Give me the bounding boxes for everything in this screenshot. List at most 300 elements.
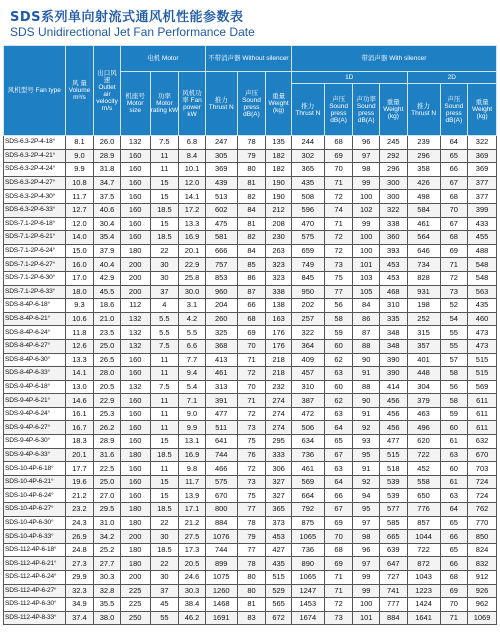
- value-cell: 620: [407, 435, 440, 449]
- value-cell: 17.7: [65, 462, 94, 476]
- value-cell: 12.0: [65, 217, 94, 231]
- value-cell: 38.0: [94, 611, 121, 625]
- value-cell: 348: [379, 339, 407, 353]
- value-cell: 369: [468, 149, 497, 163]
- value-cell: 358: [407, 163, 440, 177]
- value-cell: 27.3: [65, 557, 94, 571]
- value-cell: 14.1: [179, 190, 206, 204]
- value-cell: 7.5: [150, 136, 179, 150]
- value-cell: 373: [266, 516, 292, 530]
- value-cell: 180: [120, 503, 150, 517]
- value-cell: 6.6: [179, 339, 206, 353]
- value-cell: 18.5: [150, 231, 179, 245]
- value-cell: 65: [440, 543, 468, 557]
- value-cell: 132: [120, 339, 150, 353]
- value-cell: 875: [291, 516, 324, 530]
- value-cell: 1223: [407, 584, 440, 598]
- value-cell: 73: [237, 421, 266, 435]
- col-fan-power: 风机功率 Fan power kW: [179, 72, 206, 136]
- value-cell: 71: [440, 258, 468, 272]
- model-cell: SDS-9-4P-6-21°: [4, 394, 66, 408]
- value-cell: 100: [353, 244, 380, 258]
- value-cell: 31.8: [94, 163, 121, 177]
- table-row: [4, 299, 497, 313]
- value-cell: 60: [324, 380, 353, 394]
- value-cell: 333: [266, 448, 292, 462]
- value-cell: 71: [237, 394, 266, 408]
- value-cell: 180: [120, 543, 150, 557]
- value-cell: 85: [237, 258, 266, 272]
- value-cell: 212: [266, 203, 292, 217]
- value-cell: 27.0: [94, 489, 121, 503]
- value-cell: 67: [324, 448, 353, 462]
- value-cell: 160: [120, 407, 150, 421]
- value-cell: 68: [440, 190, 468, 204]
- table-row: [4, 435, 497, 449]
- value-cell: 200: [120, 271, 150, 285]
- value-cell: 55: [440, 339, 468, 353]
- value-cell: 338: [379, 217, 407, 231]
- value-cell: 1075: [205, 571, 237, 585]
- value-cell: 1065: [291, 571, 324, 585]
- model-cell: SDS-10-4P-6-27°: [4, 503, 66, 517]
- value-cell: 81: [237, 217, 266, 231]
- value-cell: 17.2: [179, 203, 206, 217]
- model-cell: SDS-8-4P-6-21°: [4, 312, 66, 326]
- value-cell: 160: [120, 394, 150, 408]
- value-cell: 37: [150, 584, 179, 598]
- value-cell: 338: [266, 285, 292, 299]
- table-row: [4, 271, 497, 285]
- value-cell: 762: [468, 503, 497, 517]
- value-cell: 665: [379, 530, 407, 544]
- value-cell: 300: [379, 190, 407, 204]
- value-cell: 15: [150, 176, 179, 190]
- value-cell: 435: [291, 176, 324, 190]
- value-cell: 569: [291, 475, 324, 489]
- value-cell: 9.4: [179, 367, 206, 381]
- value-cell: 25.0: [94, 339, 121, 353]
- value-cell: 369: [468, 163, 497, 177]
- value-cell: 414: [379, 380, 407, 394]
- value-cell: 845: [291, 271, 324, 285]
- value-cell: 79: [237, 149, 266, 163]
- value-cell: 15: [150, 190, 179, 204]
- value-cell: 21.2: [179, 516, 206, 530]
- value-cell: 30: [150, 258, 179, 272]
- value-cell: 69: [237, 326, 266, 340]
- value-cell: 28.9: [94, 149, 121, 163]
- value-cell: 1247: [291, 584, 324, 598]
- value-cell: 461: [205, 367, 237, 381]
- value-cell: 14.0: [65, 231, 94, 245]
- model-cell: SDS-112-4P-6-27°: [4, 584, 66, 598]
- value-cell: 99: [353, 176, 380, 190]
- value-cell: 160: [120, 217, 150, 231]
- table-row: [4, 489, 497, 503]
- value-cell: 160: [120, 190, 150, 204]
- value-cell: 666: [205, 244, 237, 258]
- model-cell: SDS-8-4P-6-30°: [4, 353, 66, 367]
- value-cell: 22: [150, 557, 179, 571]
- value-cell: 25.2: [94, 543, 121, 557]
- value-cell: 204: [205, 299, 237, 313]
- value-cell: 78: [237, 136, 266, 150]
- value-cell: 63: [324, 367, 353, 381]
- value-cell: 29.5: [94, 503, 121, 517]
- model-cell: SDS-9-4P-6-18°: [4, 380, 66, 394]
- value-cell: 9.0: [65, 149, 94, 163]
- table-body: [4, 136, 497, 625]
- value-cell: 453: [379, 271, 407, 285]
- value-cell: 10.1: [179, 163, 206, 177]
- value-cell: 17.1: [179, 503, 206, 517]
- value-cell: 776: [407, 503, 440, 517]
- value-cell: 60: [440, 421, 468, 435]
- value-cell: 7.5: [150, 339, 179, 353]
- value-cell: 9.3: [65, 299, 94, 313]
- value-cell: 315: [407, 326, 440, 340]
- table-row: [4, 163, 497, 177]
- value-cell: 101: [353, 611, 380, 625]
- value-cell: 160: [120, 353, 150, 367]
- value-cell: 63: [440, 489, 468, 503]
- value-cell: 180: [120, 448, 150, 462]
- value-cell: 9.9: [179, 421, 206, 435]
- value-cell: 390: [379, 353, 407, 367]
- value-cell: 515: [468, 353, 497, 367]
- value-cell: 218: [266, 367, 292, 381]
- table-row: [4, 149, 497, 163]
- table-row: [4, 231, 497, 245]
- col-1d-weight: 重量 Weight (kg): [379, 84, 407, 136]
- value-cell: 78: [237, 516, 266, 530]
- table-row: [4, 312, 497, 326]
- value-cell: 11: [150, 367, 179, 381]
- value-cell: 611: [468, 421, 497, 435]
- value-cell: 513: [205, 190, 237, 204]
- value-cell: 8.1: [65, 136, 94, 150]
- value-cell: 86: [353, 312, 380, 326]
- table-row: [4, 448, 497, 462]
- table-row: [4, 367, 497, 381]
- value-cell: 6.8: [179, 136, 206, 150]
- table-row: [4, 598, 497, 612]
- value-cell: 65: [440, 149, 468, 163]
- col-volume: 风 量 Volume m³/s: [65, 46, 94, 136]
- value-cell: 65: [440, 516, 468, 530]
- value-cell: 200: [120, 285, 150, 299]
- value-cell: 70: [440, 598, 468, 612]
- value-cell: 413: [205, 353, 237, 367]
- col-1d-sound-power: 声功率 Sound press dB(A): [353, 84, 380, 136]
- value-cell: 16.1: [65, 407, 94, 421]
- col-outlet-velocity: 出口风速 Outlet air velocity m/s: [94, 46, 121, 136]
- value-cell: 132: [120, 136, 150, 150]
- value-cell: 77: [324, 285, 353, 299]
- value-cell: 741: [379, 584, 407, 598]
- value-cell: 180: [120, 516, 150, 530]
- value-cell: 25.0: [94, 475, 121, 489]
- value-cell: 393: [379, 244, 407, 258]
- value-cell: 472: [291, 407, 324, 421]
- model-cell: SDS-7.1-2P-6-18°: [4, 217, 66, 231]
- value-cell: 95: [353, 503, 380, 517]
- value-cell: 575: [205, 475, 237, 489]
- value-cell: 1424: [407, 598, 440, 612]
- value-cell: 84: [237, 244, 266, 258]
- value-cell: 200: [120, 571, 150, 585]
- value-cell: 252: [407, 312, 440, 326]
- value-cell: 12.6: [65, 339, 94, 353]
- value-cell: 736: [291, 543, 324, 557]
- value-cell: 401: [407, 353, 440, 367]
- value-cell: 581: [205, 231, 237, 245]
- value-cell: 1044: [407, 530, 440, 544]
- value-cell: 225: [120, 598, 150, 612]
- value-cell: 230: [266, 231, 292, 245]
- value-cell: 539: [379, 489, 407, 503]
- value-cell: 73: [440, 285, 468, 299]
- table-row: [4, 394, 497, 408]
- col-1d-sound-press: 声压 Sound press dB(A): [324, 84, 353, 136]
- value-cell: 263: [266, 244, 292, 258]
- value-cell: 13.3: [179, 217, 206, 231]
- table-row: [4, 176, 497, 190]
- value-cell: 244: [291, 136, 324, 150]
- value-cell: 602: [205, 203, 237, 217]
- value-cell: 529: [266, 584, 292, 598]
- value-cell: 365: [291, 163, 324, 177]
- value-cell: 456: [379, 421, 407, 435]
- value-cell: 1260: [205, 584, 237, 598]
- value-cell: 56: [324, 299, 353, 313]
- value-cell: 81: [237, 598, 266, 612]
- value-cell: 97: [353, 516, 380, 530]
- value-cell: 22.9: [179, 258, 206, 272]
- value-cell: 792: [291, 503, 324, 517]
- value-cell: 160: [120, 176, 150, 190]
- value-cell: 82: [237, 190, 266, 204]
- value-cell: 23.2: [65, 503, 94, 517]
- model-cell: SDS-6.3-2P-4-27°: [4, 176, 66, 190]
- value-cell: 310: [379, 299, 407, 313]
- value-cell: 95: [353, 448, 380, 462]
- value-cell: 24.6: [179, 571, 206, 585]
- value-cell: 34.9: [65, 598, 94, 612]
- value-cell: 257: [291, 312, 324, 326]
- value-cell: 40.6: [94, 203, 121, 217]
- value-cell: 71: [324, 217, 353, 231]
- value-cell: 70: [324, 163, 353, 177]
- value-cell: 55: [440, 326, 468, 340]
- value-cell: 28.0: [94, 367, 121, 381]
- value-cell: 470: [291, 217, 324, 231]
- value-cell: 68: [324, 543, 353, 557]
- value-cell: 884: [379, 611, 407, 625]
- value-cell: 323: [266, 258, 292, 272]
- value-cell: 38.4: [179, 598, 206, 612]
- value-cell: 84: [237, 203, 266, 217]
- table-row: [4, 516, 497, 530]
- value-cell: 7.5: [150, 380, 179, 394]
- table-row: [4, 258, 497, 272]
- value-cell: 722: [407, 448, 440, 462]
- value-cell: 15: [150, 217, 179, 231]
- table-row: [4, 136, 497, 150]
- value-cell: 548: [468, 258, 497, 272]
- value-cell: 66: [440, 163, 468, 177]
- value-cell: 20.1: [179, 244, 206, 258]
- value-cell: 99: [353, 584, 380, 598]
- value-cell: 80: [237, 163, 266, 177]
- value-cell: 83: [237, 611, 266, 625]
- value-cell: 260: [205, 312, 237, 326]
- value-cell: 160: [120, 231, 150, 245]
- value-cell: 91: [353, 407, 380, 421]
- value-cell: 539: [379, 475, 407, 489]
- model-cell: SDS-8-4P-6-33°: [4, 367, 66, 381]
- value-cell: 72: [324, 190, 353, 204]
- value-cell: 18.5: [150, 203, 179, 217]
- value-cell: 72: [237, 367, 266, 381]
- model-cell: SDS-112-4P-6-30°: [4, 598, 66, 612]
- value-cell: 857: [407, 516, 440, 530]
- value-cell: 13.9: [179, 489, 206, 503]
- model-cell: SDS-9-4P-6-33°: [4, 448, 66, 462]
- value-cell: 498: [407, 190, 440, 204]
- value-cell: 68: [440, 571, 468, 585]
- value-cell: 322: [379, 203, 407, 217]
- value-cell: 9.9: [65, 163, 94, 177]
- value-cell: 135: [266, 136, 292, 150]
- value-cell: 426: [407, 176, 440, 190]
- value-cell: 9.0: [179, 407, 206, 421]
- value-cell: 66: [324, 489, 353, 503]
- value-cell: 31.6: [94, 448, 121, 462]
- group-with-silencer: 带消声器 With silencer: [291, 46, 496, 72]
- value-cell: 88: [353, 339, 380, 353]
- value-cell: 670: [468, 448, 497, 462]
- model-cell: SDS-112-4P-6-21°: [4, 557, 66, 571]
- value-cell: 15.0: [65, 244, 94, 258]
- value-cell: 569: [468, 380, 497, 394]
- value-cell: 850: [468, 530, 497, 544]
- value-cell: 22.5: [94, 462, 121, 476]
- value-cell: 71: [237, 353, 266, 367]
- value-cell: 72: [440, 271, 468, 285]
- value-cell: 71: [324, 571, 353, 585]
- value-cell: 496: [407, 421, 440, 435]
- group-without-silencer: 不带消声器 Without silencer: [205, 46, 291, 72]
- value-cell: 327: [266, 475, 292, 489]
- value-cell: 91: [353, 462, 380, 476]
- model-cell: SDS-8-4P-6-27°: [4, 339, 66, 353]
- value-cell: 20.5: [94, 380, 121, 394]
- value-cell: 160: [120, 163, 150, 177]
- value-cell: 65: [324, 435, 353, 449]
- table-row: [4, 217, 497, 231]
- value-cell: 71: [324, 584, 353, 598]
- value-cell: 460: [468, 312, 497, 326]
- value-cell: 25.3: [94, 407, 121, 421]
- value-cell: 7.7: [179, 353, 206, 367]
- value-cell: 11.7: [65, 190, 94, 204]
- value-cell: 390: [379, 367, 407, 381]
- col-sound-press: 声压 Sound press dB(A): [237, 72, 266, 136]
- value-cell: 473: [468, 326, 497, 340]
- value-cell: 506: [291, 421, 324, 435]
- value-cell: 86: [237, 271, 266, 285]
- value-cell: 611: [468, 407, 497, 421]
- value-cell: 160: [120, 203, 150, 217]
- value-cell: 132: [120, 326, 150, 340]
- value-cell: 69: [324, 516, 353, 530]
- value-cell: 37: [150, 285, 179, 299]
- value-cell: 72: [237, 407, 266, 421]
- value-cell: 325: [205, 326, 237, 340]
- model-cell: SDS-6.3-2P-4-30°: [4, 190, 66, 204]
- value-cell: 912: [468, 571, 497, 585]
- value-cell: 296: [407, 149, 440, 163]
- value-cell: 435: [468, 299, 497, 313]
- value-cell: 160: [120, 149, 150, 163]
- value-cell: 7.1: [179, 394, 206, 408]
- value-cell: 634: [291, 435, 324, 449]
- value-cell: 21.0: [94, 312, 121, 326]
- value-cell: 379: [407, 394, 440, 408]
- value-cell: 99: [353, 217, 380, 231]
- value-cell: 52: [440, 299, 468, 313]
- value-cell: 27.5: [179, 530, 206, 544]
- value-cell: 611: [468, 394, 497, 408]
- value-cell: 61: [440, 435, 468, 449]
- value-cell: 10.6: [65, 312, 94, 326]
- value-cell: 22: [150, 516, 179, 530]
- value-cell: 45.5: [94, 285, 121, 299]
- value-cell: 274: [266, 394, 292, 408]
- value-cell: 35.5: [94, 598, 121, 612]
- value-cell: 60: [440, 462, 468, 476]
- value-cell: 138: [266, 299, 292, 313]
- value-cell: 310: [291, 380, 324, 394]
- value-cell: 456: [379, 394, 407, 408]
- value-cell: 22: [150, 244, 179, 258]
- value-cell: 20.5: [179, 557, 206, 571]
- table-row: [4, 462, 497, 476]
- model-cell: SDS-10-4P-6-24°: [4, 489, 66, 503]
- value-cell: 427: [266, 543, 292, 557]
- value-cell: 94: [353, 489, 380, 503]
- value-cell: 28.9: [94, 435, 121, 449]
- value-cell: 13.1: [179, 435, 206, 449]
- value-cell: 473: [468, 339, 497, 353]
- value-cell: 160: [120, 421, 150, 435]
- value-cell: 180: [120, 557, 150, 571]
- value-cell: 368: [205, 339, 237, 353]
- value-cell: 26.2: [94, 421, 121, 435]
- value-cell: 75: [237, 489, 266, 503]
- value-cell: 75: [324, 271, 353, 285]
- value-cell: 176: [266, 339, 292, 353]
- model-cell: SDS-7.1-2P-6-30°: [4, 271, 66, 285]
- table-row: [4, 190, 497, 204]
- value-cell: 461: [291, 462, 324, 476]
- value-cell: 30.3: [94, 571, 121, 585]
- value-cell: 724: [468, 475, 497, 489]
- model-cell: SDS-6.3-2P-6-33°: [4, 203, 66, 217]
- value-cell: 96: [353, 136, 380, 150]
